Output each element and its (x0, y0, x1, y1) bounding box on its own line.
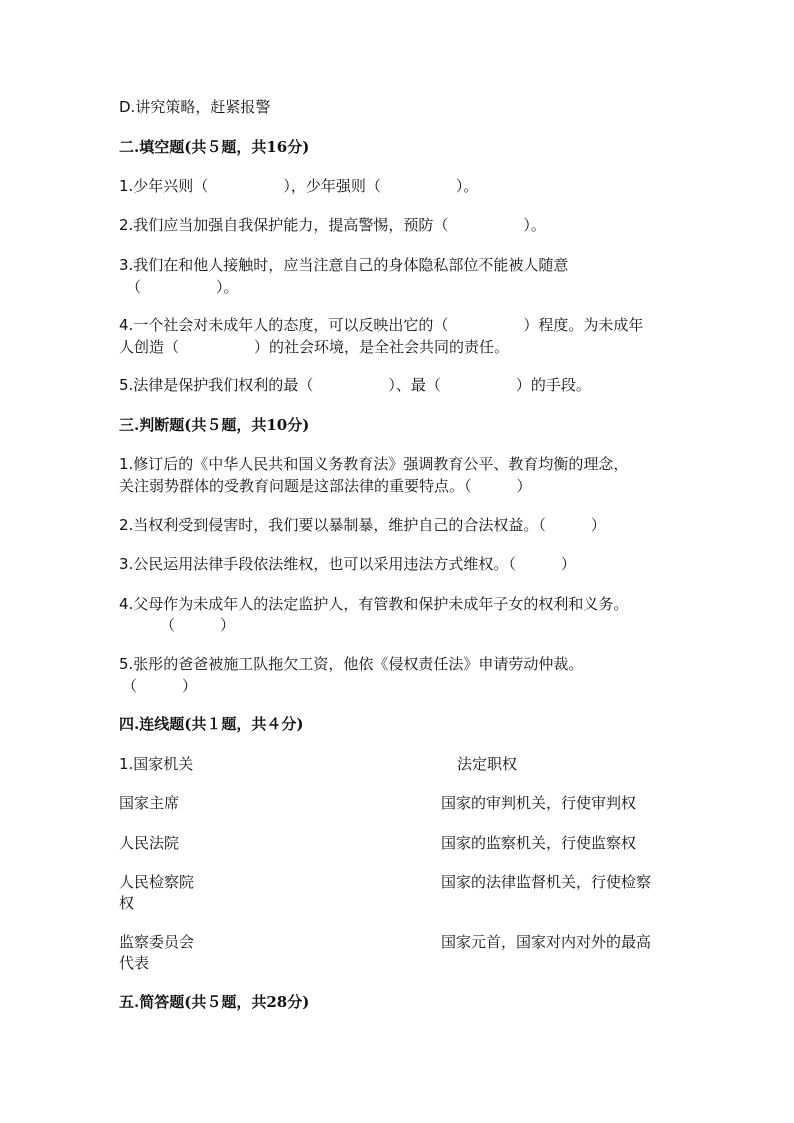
matching-left-item: 人民检察院 (119, 873, 195, 891)
option-d: D.讲究策略，赶紧报警 (119, 98, 271, 116)
judgment-q2: 2.当权利受到侵害时，我们要以暴制暴，维护自己的合法权益。（ ） (119, 516, 606, 534)
section-judgment-title: 三.判断题(共５题，共10分) (119, 416, 310, 434)
judgment-q3: 3.公民运用法律手段依法维权，也可以采用违法方式维权。（ ） (119, 555, 576, 573)
matching-left-item-wrap: 代表 (119, 954, 150, 972)
fill-blank-q3-line1: 3.我们在和他人接触时，应当注意自己的身体隐私部位不能被人随意 (119, 256, 569, 274)
judgment-q1-line2: 关注弱势群体的受教育问题是这部法律的重要特点。（ ） (119, 477, 532, 495)
matching-left-item: 监察委员会 (119, 933, 195, 951)
judgment-q5-line2: （ ） (122, 677, 198, 695)
matching-left-item-wrap: 权 (119, 894, 135, 912)
matching-left-item: 国家主席 (119, 794, 180, 812)
matching-q1-label: 1.国家机关 (119, 755, 194, 773)
judgment-q4-line2: （ ） (160, 616, 236, 634)
fill-blank-q5: 5.法律是保护我们权利的最（ ）、最（ ）的手段。 (119, 376, 591, 394)
judgment-q1-line1: 1.修订后的《中华人民共和国义务教育法》强调教育公平、教育均衡的理念， (119, 455, 629, 473)
matching-right-item: 国家的审判机关，行使审判权 (441, 794, 637, 812)
section-short-answer-title: 五.简答题(共５题，共28分) (119, 993, 310, 1011)
fill-blank-q2: 2.我们应当加强自我保护能力，提高警惕，预防（ ）。 (119, 216, 546, 234)
fill-blank-q3-line2: （ ）。 (126, 278, 239, 296)
fill-blank-q4-line1: 4.一个社会对未成年人的态度，可以反映出它的（ ）程度。为未成年 (119, 316, 644, 334)
matching-right-item: 国家元首，国家对内对外的最高 (441, 933, 652, 951)
judgment-q5-line1: 5.张彤的爸爸被施工队拖欠工资，他依《侵权责任法》申请劳动仲裁。 (119, 655, 584, 673)
judgment-q4-line1: 4.父母作为未成年人的法定监护人，有管教和保护未成年子女的权利和义务。 (119, 595, 629, 613)
section-matching-title: 四.连线题(共１题，共４分) (119, 715, 304, 733)
matching-right-item: 国家的法律监督机关，行使检察 (441, 873, 652, 891)
fill-blank-q1: 1.少年兴则（ ），少年强则（ ）。 (119, 177, 479, 195)
section-fill-blank-title: 二.填空题(共５题，共16分) (119, 138, 310, 156)
matching-right-header: 法定职权 (457, 755, 518, 773)
fill-blank-q4-line2: 人创造（ ）的社会环境，是全社会共同的责任。 (119, 338, 510, 356)
matching-left-item: 人民法院 (119, 834, 180, 852)
matching-right-item: 国家的监察机关，行使监察权 (441, 834, 637, 852)
